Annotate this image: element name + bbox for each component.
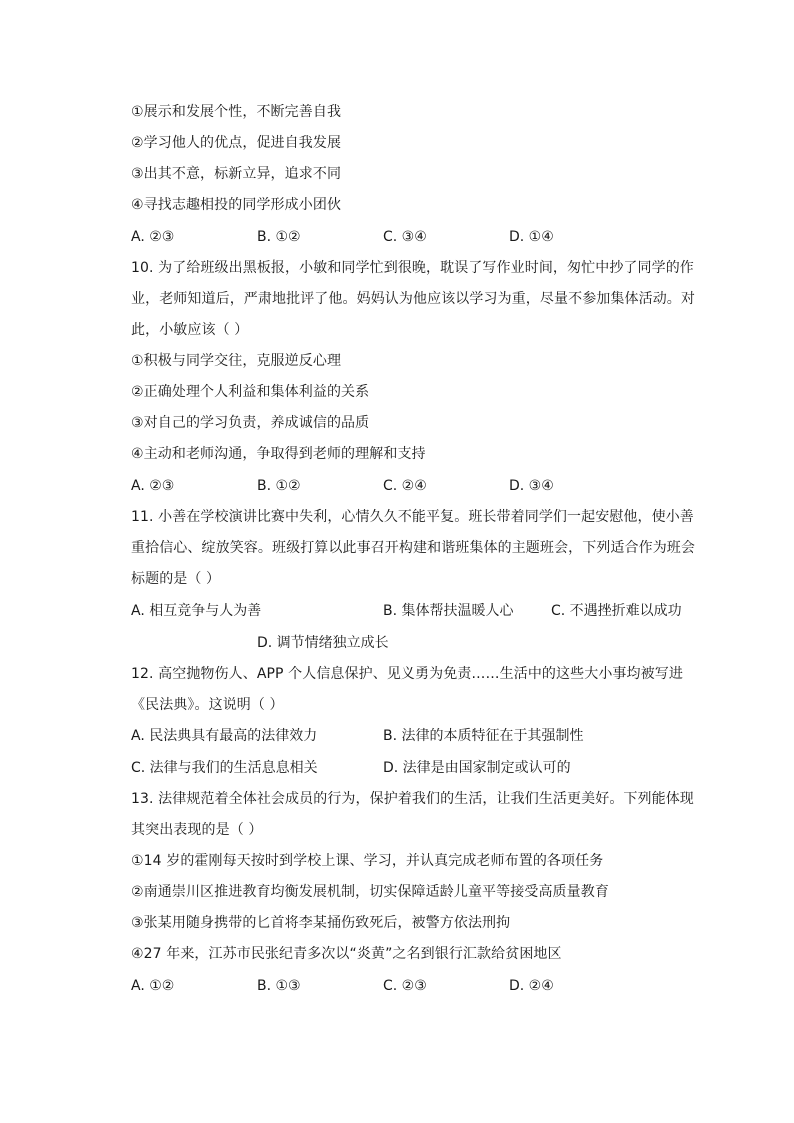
q13-option-d: D. ②④ (509, 978, 554, 994)
q12-option-a: A. 民法典具有最高的法律效力 (131, 728, 318, 744)
q10-item-3: ③对自己的学习负责，养成诚信的品质 (131, 415, 370, 431)
q13-item-3: ③张某用随身携带的匕首将李某捅伤致死后，被警方依法刑拘 (131, 915, 511, 931)
q12-option-d: D. 法律是由国家制定或认可的 (383, 760, 571, 776)
q13-option-c: C. ②③ (383, 978, 427, 994)
q11-stem-line-2: 重拾信心、绽放笑容。班级打算以此事召开构建和谐班集体的主题班会，下列适合作为班会 (131, 540, 695, 556)
q10-option-b: B. ①② (257, 478, 301, 494)
q10-item-1: ①积极与同学交往，克服逆反心理 (131, 353, 342, 369)
q13-option-a: A. ①② (131, 978, 175, 994)
q10-stem-line-2: 业，老师知道后，严肃地批评了他。妈妈认为他应该以学习为重，尽量不参加集体活动。对 (131, 291, 695, 307)
q10-option-d: D. ③④ (509, 478, 554, 494)
q9-item-2: ②学习他人的优点，促进自我发展 (131, 135, 342, 151)
q13-stem-line-1: 13. 法律规范着全体社会成员的行为，保护着我们的生活，让我们生活更美好。下列能体现 (131, 791, 694, 807)
q13-item-4: ④27 年来，江苏市民张纪青多次以“炎黄”之名到银行汇款给贫困地区 (131, 946, 562, 962)
q12-option-c: C. 法律与我们的生活息息相关 (131, 760, 318, 776)
q12-stem-line-2: 《民法典》。这说明（ ） (131, 697, 284, 713)
q11-option-a: A. 相互竞争与人为善 (131, 603, 262, 619)
q13-option-b: B. ①③ (257, 978, 301, 994)
q10-stem-line-1: 10. 为了给班级出黑板报，小敏和同学忙到很晚，耽误了写作业时间，匆忙中抄了同学的作 (131, 260, 694, 276)
q11-stem-line-1: 11. 小善在学校演讲比赛中失利，心情久久不能平复。班长带着同学们一起安慰他，使小善 (131, 509, 694, 525)
q12-option-b: B. 法律的本质特征在于其强制性 (383, 728, 584, 744)
q11-option-c: C. 不遇挫折难以成功 (551, 603, 682, 619)
q9-option-b: B. ①② (257, 229, 301, 245)
q12-stem-line-1: 12. 高空抛物伤人、APP 个人信息保护、见义勇为免责……生活中的这些大小事均被写进 (131, 666, 683, 682)
q11-option-d: D. 调节情绪独立成长 (257, 635, 389, 651)
q10-item-2: ②正确处理个人利益和集体利益的关系 (131, 384, 370, 400)
q9-option-c: C. ③④ (383, 229, 427, 245)
q13-stem-line-2: 其突出表现的是（ ） (131, 822, 263, 838)
q11-stem-line-3: 标题的是（ ） (131, 571, 221, 587)
q9-item-1: ①展示和发展个性，不断完善自我 (131, 104, 342, 120)
q10-item-4: ④主动和老师沟通，争取得到老师的理解和支持 (131, 446, 426, 462)
q9-item-3: ③出其不意，标新立异，追求不同 (131, 166, 342, 182)
q10-option-c: C. ②④ (383, 478, 427, 494)
q10-stem-line-3: 此，小敏应该（ ） (131, 322, 249, 338)
q13-item-2: ②南通崇川区推进教育均衡发展机制，切实保障适龄儿童平等接受高质量教育 (131, 884, 609, 900)
q11-option-b: B. 集体帮扶温暖人心 (383, 603, 514, 619)
q9-item-4: ④寻找志趣相投的同学形成小团伙 (131, 197, 342, 213)
q10-option-a: A. ②③ (131, 478, 175, 494)
q9-option-a: A. ②③ (131, 229, 175, 245)
q13-item-1: ①14 岁的霍刚每天按时到学校上课、学习，并认真完成老师布置的各项任务 (131, 853, 604, 869)
q9-option-d: D. ①④ (509, 229, 554, 245)
